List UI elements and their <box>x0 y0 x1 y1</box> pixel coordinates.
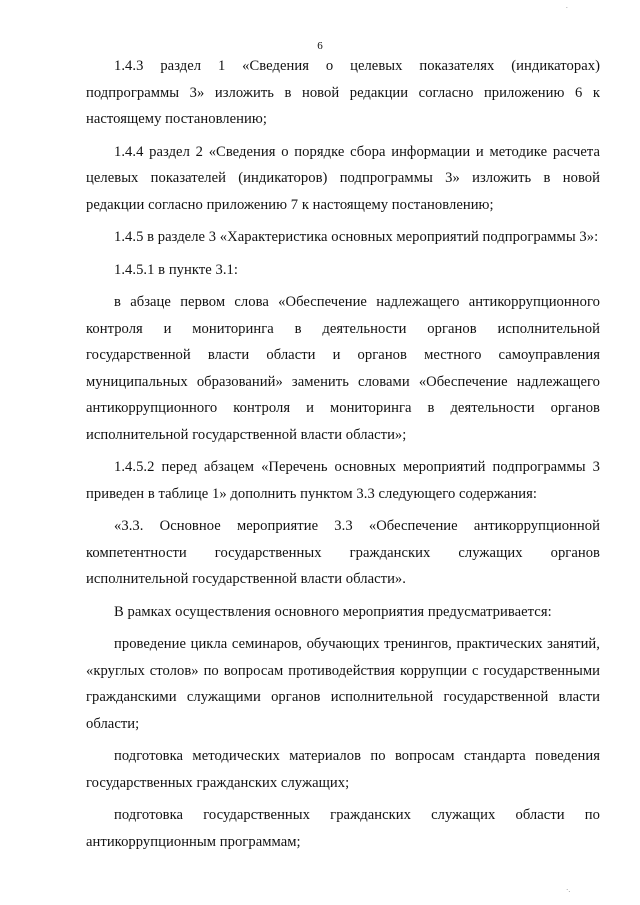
paragraph: 1.4.3 раздел 1 «Сведения о целевых показателях (индикаторах) подпрограммы 3» изложить в новой редакции согласно приложению 6 к настоящему постановлению; <box>86 58 600 127</box>
page-number: 6 <box>317 40 323 52</box>
paragraph: 1.4.5 в разделе 3 «Характеристика основных мероприятий подпрограммы 3»: <box>114 229 599 245</box>
paragraph: 1.4.5.2 перед абзацем «Перечень основных мероприятий подпрограммы 3 приведен в таблице 1» дополнить пунктом 3.3 следующего содержания: <box>86 459 600 502</box>
paragraph: подготовка методических материалов по вопросам стандарта поведения государственных гражданских служащих; <box>86 748 600 791</box>
paragraph: проведение цикла семинаров, обучающих тренингов, практических занятий, «круглых столов» по вопросам противодействия коррупции с государственными гражданскими служащими органов исполнительной государственной власти области; <box>86 636 600 732</box>
paragraph: в абзаце первом слова «Обеспечение надлежащего антикоррупционного контроля и мониторинга в деятельности органов исполнительной государственной власти области и органов местного самоуправления муниципальных образований» заменить словами «Обеспечение надлежащего антикоррупционного контроля и мониторинга в деятельности органов исполнительной государственной власти области»; <box>86 294 600 443</box>
scan-mark: . <box>566 2 568 10</box>
paragraph: «3.3. Основное мероприятие 3.3 «Обеспечение антикоррупционной компетентности государственных гражданских служащих органов исполнительной государственной власти области». <box>86 518 600 587</box>
paragraph: В рамках осуществления основного мероприятия предусматривается: <box>114 603 552 620</box>
paragraph: 1.4.4 раздел 2 «Сведения о порядке сбора информации и методике расчета целевых показателей (индикаторов) подпрограммы 3» изложить в новой редакции согласно приложению 7 к настоящему постановлению; <box>86 143 600 213</box>
document-body <box>86 53 600 861</box>
paragraph: подготовка государственных гражданских служащих области по антикоррупционным программам; <box>86 807 600 850</box>
paragraph: 1.4.5.1 в пункте 3.1: <box>114 261 238 278</box>
scan-mark: ·. <box>566 886 571 894</box>
